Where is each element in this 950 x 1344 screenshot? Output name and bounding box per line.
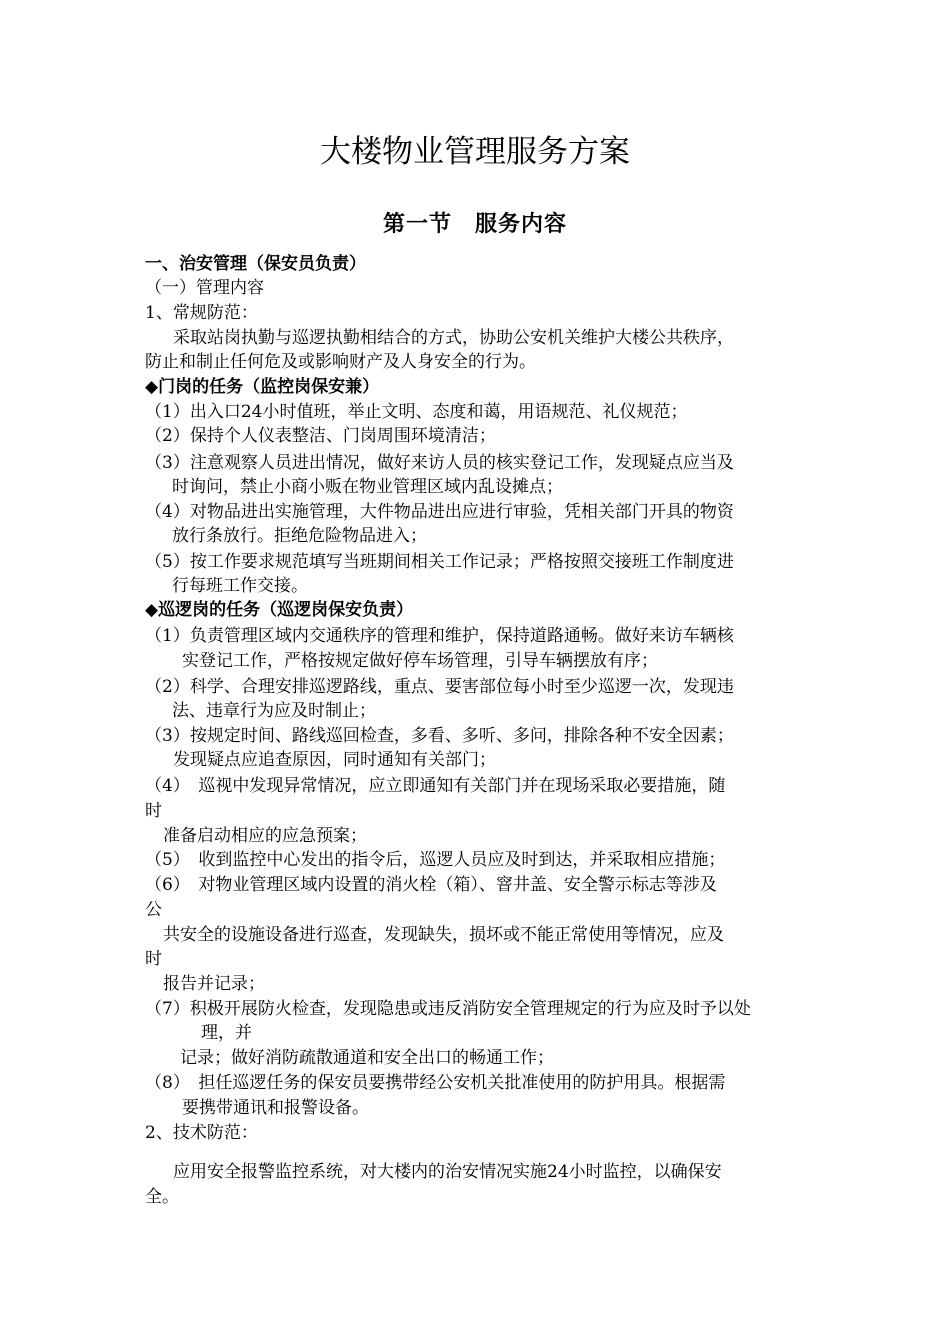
list-item-continuation: 时询问，禁止小商小贩在物业管理区域内乱设摊点； — [172, 477, 563, 497]
list-item: （1）负责管理区域内交通秩序的管理和维护，保持道路通畅。做好来访车辆核 — [145, 626, 734, 646]
list-item: （8） 担任巡逻任务的保安员要携带经公安机关批准使用的防护用具。根据需 — [145, 1073, 726, 1093]
paragraph-line: 防止和制止任何危及或影响财产及人身安全的行为。 — [145, 352, 536, 372]
heading-gate-duty: ◆门岗的任务（监控岗保安兼） — [145, 377, 380, 397]
list-item-continuation: 放行条放行。拒绝危险物品进入； — [172, 526, 427, 546]
heading-patrol-duty: ◆巡逻岗的任务（巡逻岗保安负责） — [145, 600, 414, 620]
list-item-continuation: 行每班工作交接。 — [172, 576, 308, 596]
list-item: （2）科学、合理安排巡逻路线，重点、要害部位每小时至少巡逻一次，发现违 — [145, 677, 734, 697]
list-item: （4）对物品进出实施管理，大件物品进出应进行审验，凭相关部门开具的物资 — [145, 502, 734, 522]
heading-public-security: 一、治安管理（保安员负责） — [145, 254, 366, 274]
list-item: （2）保持个人仪表整洁、门岗周围环境清洁； — [145, 426, 496, 446]
paragraph-line: 应用安全报警监控系统，对大楼内的治安情况实施24小时监控，以确保安 — [173, 1162, 722, 1182]
list-item: （4） 巡视中发现异常情况，应立即通知有关部门并在现场采取必要措施，随 — [145, 776, 726, 796]
list-item-continuation: 要携带通讯和报警设备。 — [182, 1098, 369, 1118]
list-item-continuation: 时 — [145, 949, 162, 969]
list-item-continuation: 时 — [145, 801, 162, 821]
list-item-continuation: 共安全的设施设备进行巡查，发现缺失，损坏或不能正常使用等情况，应及 — [163, 925, 724, 945]
list-item-continuation: 实登记工作，严格按规定做好停车场管理，引导车辆摆放有序； — [182, 651, 658, 671]
list-item-continuation: 公 — [145, 900, 162, 920]
list-item-continuation: 发现疑点应追查原因，同时通知有关部门； — [173, 750, 496, 770]
list-item: （1）出入口24小时值班，举止文明、态度和蔼，用语规范、礼仪规范； — [145, 402, 688, 422]
list-item-continuation: 报告并记录； — [163, 974, 265, 994]
list-item: （5） 收到监控中心发出的指令后，巡逻人员应及时到达，并采取相应措施； — [145, 850, 726, 870]
paragraph-line: 采取站岗执勤与巡逻执勤相结合的方式，协助公安机关维护大楼公共秩序， — [173, 328, 734, 348]
list-item: （3）按规定时间、路线巡回检查，多看、多听、多问，排除各种不安全因素； — [145, 726, 734, 746]
subheading-technical-prevention: 2、技术防范： — [145, 1123, 258, 1143]
section-title: 第一节 服务内容 — [382, 211, 567, 237]
list-item: （3）注意观察人员进出情况，做好来访人员的核实登记工作，发现疑点应当及 — [145, 453, 734, 473]
list-item-continuation: 记录；做好消防疏散通道和安全出口的畅通工作； — [180, 1048, 554, 1068]
document-title: 大楼物业管理服务方案 — [320, 134, 630, 170]
list-item: （7）积极开展防火检查，发现隐患或违反消防安全管理规定的行为应及时予以处 — [145, 999, 751, 1019]
subheading-management-content: （一）管理内容 — [145, 278, 264, 298]
list-item-continuation: 准备启动相应的应急预案； — [163, 826, 367, 846]
list-item: （5）按工作要求规范填写当班期间相关工作记录；严格按照交接班工作制度进 — [145, 552, 734, 572]
paragraph-line: 全。 — [145, 1187, 179, 1207]
subheading-routine-prevention: 1、常规防范： — [145, 303, 258, 323]
list-item: （6） 对物业管理区域内设置的消火栓（箱）、窨井盖、安全警示标志等涉及 — [145, 875, 717, 895]
list-item-continuation: 法、违章行为应及时制止； — [172, 701, 376, 721]
list-item-continuation: 理，并 — [201, 1023, 252, 1043]
